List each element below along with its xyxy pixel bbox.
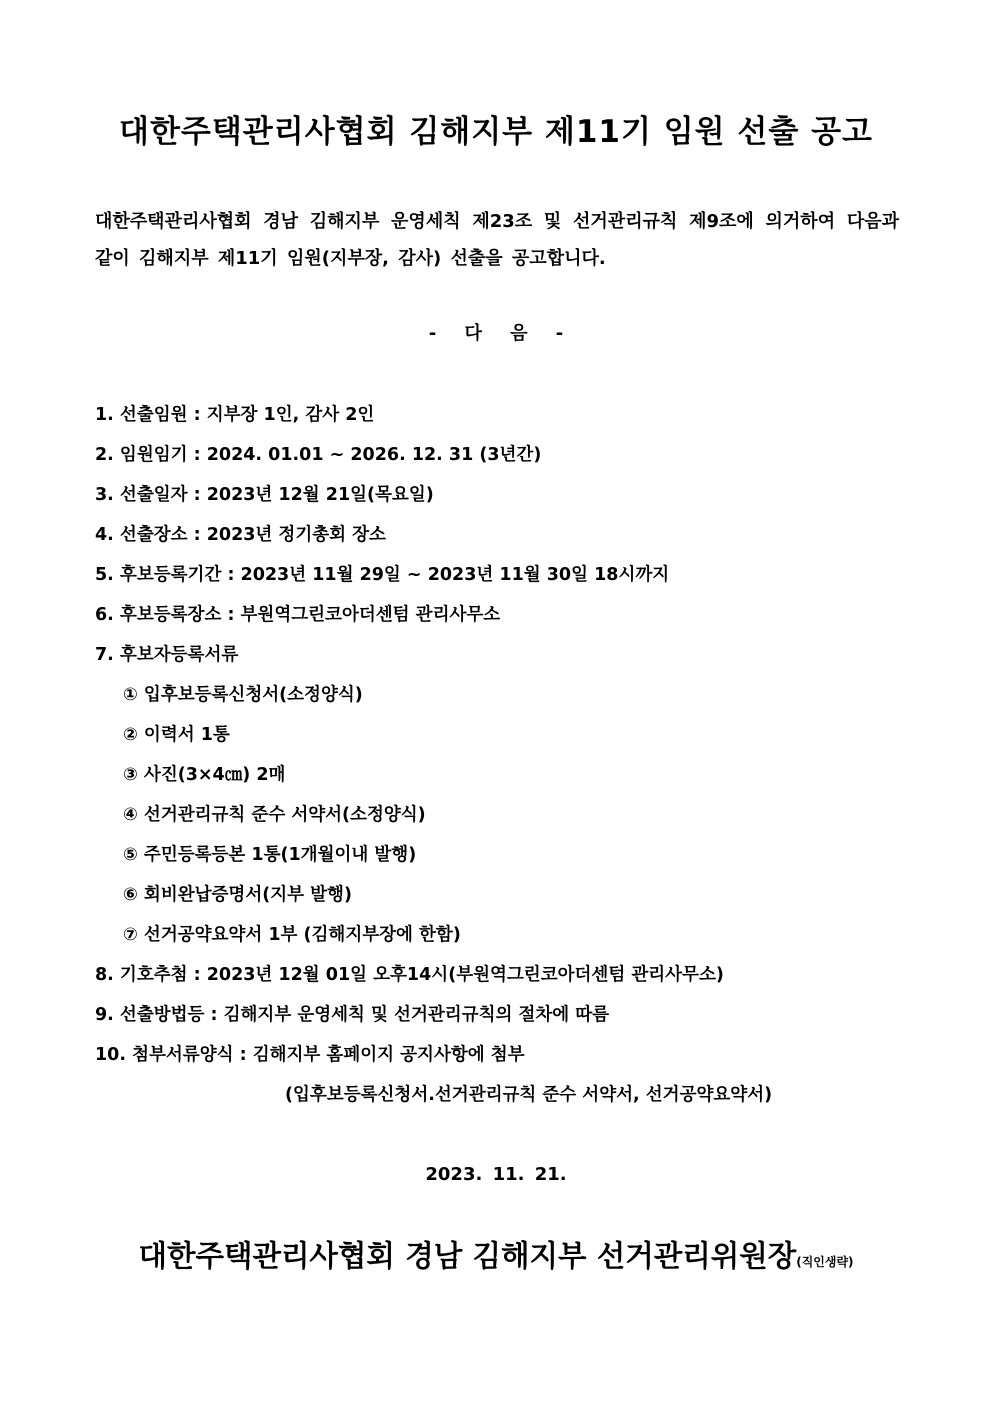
signature-name: 대한주택관리사협회 경남 김해지부 선거관리위원장	[138, 1239, 797, 1273]
list-item: 6. 후보등록장소 : 부원역그린코아더센텀 관리사무소	[95, 605, 501, 625]
required-document-item: ① 입후보등록신청서(소정양식)	[123, 685, 363, 705]
required-document-item: ④ 선거관리규칙 준수 서약서(소정양식)	[123, 805, 426, 825]
list-item: 2. 임원임기 : 2024. 01.01 ~ 2026. 12. 31 (3년간)	[95, 445, 542, 465]
required-document-item: ③ 사진(3×4㎝) 2매	[123, 765, 286, 785]
signature-line	[0, 1232, 992, 1286]
list-item: 7. 후보자등록서류	[95, 645, 239, 665]
required-document-item: ⑦ 선거공약요약서 1부 (김해지부장에 한함)	[123, 925, 461, 945]
list-item: 5. 후보등록기간 : 2023년 11월 29일 ~ 2023년 11월 30일 18시까지	[95, 565, 670, 585]
attachment-note: (입후보등록신청서.선거관리규칙 준수 서약서, 선거공약요약서)	[285, 1085, 773, 1105]
required-document-item: ⑥ 회비완납증명서(지부 발행)	[123, 885, 352, 905]
list-item: 9. 선출방법등 : 김해지부 운영세칙 및 선거관리규칙의 절차에 따름	[95, 1005, 610, 1025]
document-title: 대한주택관리사협회 김해지부 제11기 임원 선출 공고	[119, 114, 873, 150]
list-item: 1. 선출임원 : 지부장 1인, 감사 2인	[95, 405, 375, 425]
seal-omitted-note: (직인생략)	[796, 1255, 854, 1269]
list-item: 3. 선출일자 : 2023년 12월 21일(목요일)	[95, 485, 434, 505]
required-document-item: ② 이력서 1통	[123, 725, 230, 745]
notice-item-list	[95, 395, 925, 1115]
notice-date: 2023. 11. 21.	[425, 1164, 567, 1185]
list-item: 4. 선출장소 : 2023년 정기총회 장소	[95, 525, 386, 545]
section-heading: - 다 음 -	[428, 323, 564, 344]
list-item: 8. 기호추첨 : 2023년 12월 01일 오후14시(부원역그린코아더센텀 관리사무소)	[95, 965, 724, 985]
list-item: 10. 첨부서류양식 : 김해지부 홈페이지 공지사항에 첨부	[95, 1045, 525, 1065]
intro-paragraph: 대한주택관리사협회 경남 김해지부 운영세칙 제23조 및 선거관리규칙 제9조에 의거하여 다음과 같이 김해지부 제11기 임원(지부장, 감사) 선출을 공고합니다.	[95, 211, 899, 269]
required-document-item: ⑤ 주민등록등본 1통(1개월이내 발행)	[123, 845, 417, 865]
